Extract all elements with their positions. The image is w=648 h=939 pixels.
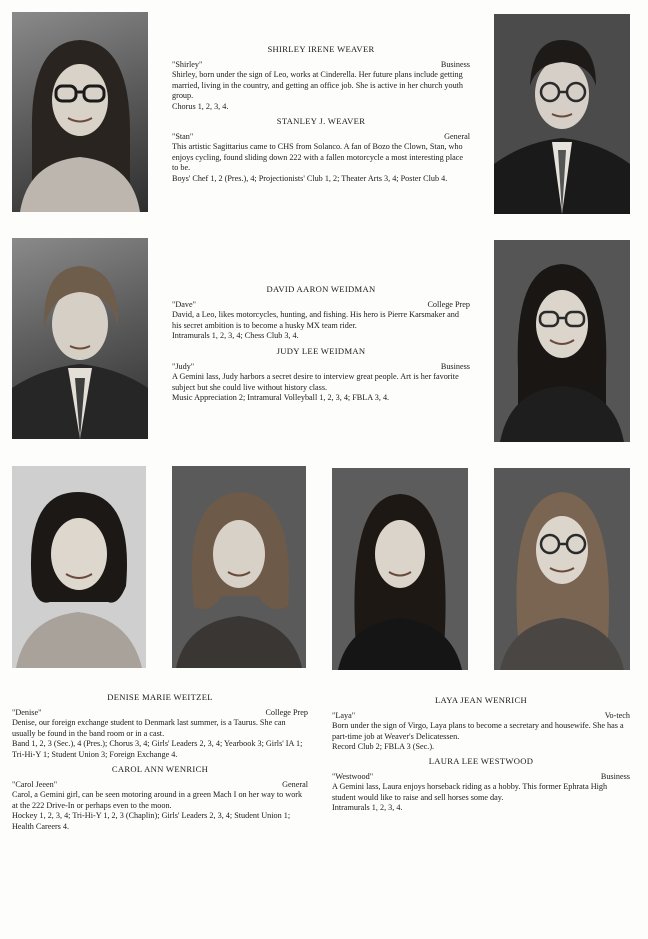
entry-laya-wenrich — [332, 695, 630, 753]
student-course: General — [444, 131, 470, 141]
portrait-laura-westwood — [494, 468, 630, 670]
student-name: LAYA JEAN WENRICH — [435, 695, 527, 705]
student-nickname: "Shirley" — [172, 59, 203, 69]
student-activities: Intramurals 1, 2, 3, 4. — [332, 803, 403, 813]
student-course: Business — [600, 771, 630, 781]
student-bio: A Gemini lass, Laura enjoys horseback riding as a hobby. This former Ephrata High student would like to raise and sell horses some day. — [332, 782, 608, 802]
portrait-stanley-weaver — [494, 14, 630, 214]
student-course: Business — [440, 59, 470, 69]
student-bio: Denise, our foreign exchange student to Denmark last summer, is a Taurus. She can usually be found in the band room or in a cast. — [12, 718, 286, 738]
student-activities: Band 1, 2, 3 (Sec.), 4 (Pres.); Chorus 3, 4; Girls' Leaders 2, 3, 4; Yearbook 3; Girls' IA 1; Tri-Hi-Y 1; Student Union 3; Foreign Exchange 4. — [12, 739, 303, 759]
student-activities: Boys' Chef 1, 2 (Pres.), 4; Projectionists' Club 1, 2; Theater Arts 3, 4; Poster Club 4. — [172, 173, 448, 183]
student-course: General — [282, 779, 308, 789]
portrait-judy-weidman — [494, 240, 630, 442]
student-nickname: "Carol Jeeen" — [12, 779, 58, 789]
student-course: College Prep — [427, 299, 470, 309]
student-activities: Music Appreciation 2; Intramural Volleyball 1, 2, 3, 4; FBLA 3, 4. — [172, 393, 390, 403]
entry-shirley-weaver — [172, 44, 470, 113]
student-nickname: "Stan" — [172, 131, 194, 141]
entry-david-weidman — [172, 284, 470, 342]
portrait-denise-weitzel — [12, 466, 146, 668]
student-name: SHIRLEY IRENE WEAVER — [267, 44, 375, 54]
student-bio: A Gemini lass, Judy harbors a secret desire to interview great people. Art is her favorite subject but she could live without history class. — [172, 372, 459, 392]
entry-carol-wenrich — [12, 764, 308, 833]
student-course: Business — [440, 361, 470, 371]
student-activities: Intramurals 1, 2, 3, 4; Chess Club 3, 4. — [172, 331, 299, 341]
student-activities: Hockey 1, 2, 3, 4; Tri-Hi-Y 1, 2, 3 (Chaplin); Girls' Leaders 2, 3, 4; Student Union 1; Health Careers 4. — [12, 811, 291, 831]
student-nickname: "Laya" — [332, 710, 356, 720]
student-activities: Record Club 2; FBLA 3 (Sec.). — [332, 742, 435, 752]
student-name: DENISE MARIE WEITZEL — [107, 692, 213, 702]
entry-stanley-weaver — [172, 116, 470, 185]
student-bio: David, a Leo, likes motorcycles, hunting, and fishing. His hero is Pierre Karsmaker and his secret ambition is to become a husky MX team rider. — [172, 310, 459, 330]
student-name: LAURA LEE WESTWOOD — [428, 756, 534, 766]
portrait-carol-wenrich — [172, 466, 306, 668]
portrait-laya-wenrich — [332, 468, 468, 670]
portrait-shirley-weaver — [12, 12, 148, 212]
student-bio: This artistic Sagittarius came to CHS from Solanco. A fan of Bozo the Clown, Stan, who enjoys cycling, found sliding down 222 with a fallen motorcycle a most interesting place to be. — [172, 142, 464, 173]
student-name: CAROL ANN WENRICH — [111, 764, 209, 774]
student-nickname: "Dave" — [172, 299, 196, 309]
student-name: JUDY LEE WEIDMAN — [276, 346, 366, 356]
entry-judy-weidman — [172, 346, 470, 404]
student-nickname: "Westwood" — [332, 771, 374, 781]
portrait-david-weidman — [12, 238, 148, 439]
student-course: Vo-tech — [604, 710, 630, 720]
student-nickname: "Denise" — [12, 707, 42, 717]
student-bio: Born under the sign of Virgo, Laya plans to become a secretary and housewife. She has a part-time job at Weaver's Delicatessen. — [332, 721, 624, 741]
student-course: College Prep — [265, 707, 308, 717]
student-bio: Carol, a Gemini girl, can be seen motoring around in a green Mach I on her way to work at the 222 Drive-In or perhaps even to the moon. — [12, 790, 303, 810]
student-activities: Chorus 1, 2, 3, 4. — [172, 101, 229, 111]
student-name: STANLEY J. WEAVER — [276, 116, 366, 126]
entry-laura-westwood — [332, 756, 630, 814]
student-bio: Shirley, born under the sign of Leo, works at Cinderella. Her future plans include getting married, living in the country, and getting an office job. She is active in her church youth group. — [172, 70, 464, 101]
student-nickname: "Judy" — [172, 361, 195, 371]
entry-denise-weitzel — [12, 692, 308, 761]
student-name: DAVID AARON WEIDMAN — [266, 284, 376, 294]
